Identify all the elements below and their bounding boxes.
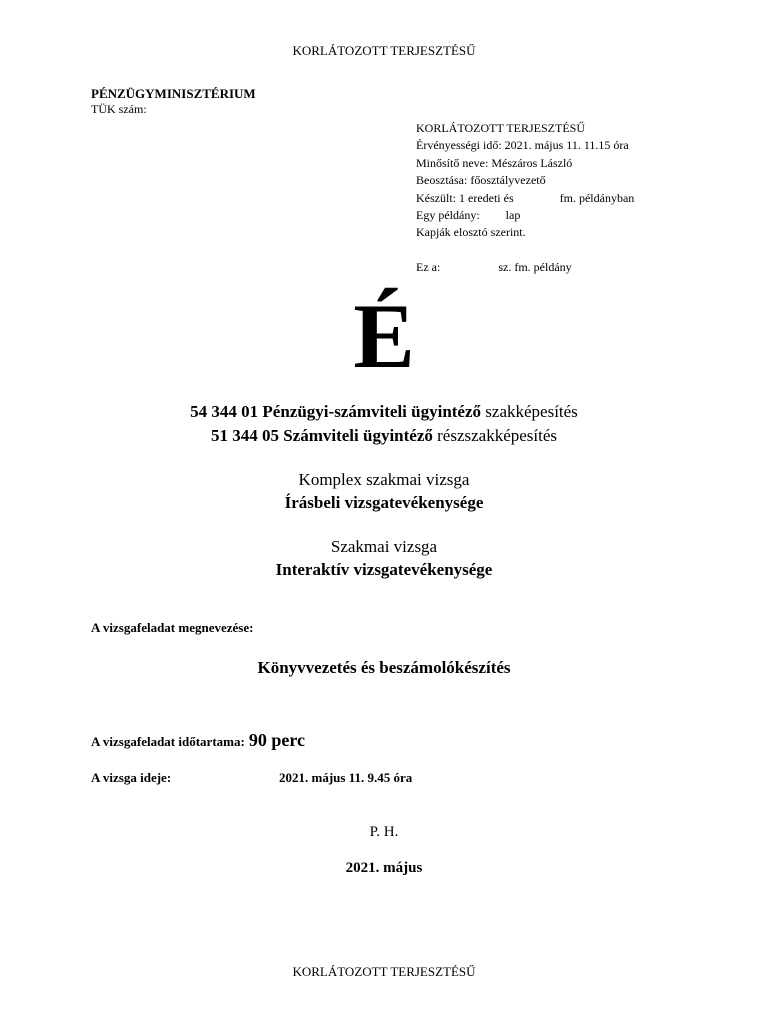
this-copy-line bbox=[416, 259, 634, 276]
copy-line bbox=[416, 207, 634, 224]
qualification-1-suffix: szakképesítés bbox=[481, 402, 578, 421]
exam1-line1: Komplex szakmai vizsga bbox=[298, 470, 470, 489]
tuk-number-label: TÜK szám: bbox=[91, 102, 147, 116]
exam2-line1: Szakmai vizsga bbox=[330, 537, 438, 556]
position-line: Beosztása: főosztályvezető bbox=[416, 173, 546, 188]
copy-line-b: lap bbox=[505, 208, 521, 223]
issue-date: 2021. május bbox=[345, 860, 423, 876]
exam-mark-letter: É bbox=[353, 285, 415, 387]
ministry-name: PÉNZÜGYMINISZTÉRIUM bbox=[91, 86, 256, 101]
exam2-line2: Interaktív vizsgatevékenysége bbox=[275, 560, 493, 579]
qualification-1-name: 54 344 01 Pénzügyi-számviteli ügyintéző bbox=[190, 402, 482, 421]
header-classification: KORLÁTOZOTT TERJESZTÉSŰ bbox=[292, 43, 476, 58]
qualification-line-2 bbox=[0, 426, 768, 446]
footer-classification: KORLÁTOZOTT TERJESZTÉSŰ bbox=[292, 964, 476, 979]
this-copy-a: Ez a: bbox=[416, 259, 441, 274]
qualification-line-1 bbox=[0, 402, 768, 422]
task-name-label: A vizsgafeladat megnevezése: bbox=[91, 620, 254, 635]
exam1-line2: Írásbeli vizsgatevékenysége bbox=[284, 493, 484, 512]
distribution-line: Kapják elosztó szerint. bbox=[416, 225, 526, 240]
classifier-line: Minősítő neve: Mészáros László bbox=[416, 155, 573, 170]
classification-block bbox=[416, 120, 634, 276]
classification-title: KORLÁTOZOTT TERJESZTÉSŰ bbox=[416, 121, 586, 135]
stamp-placeholder: P. H. bbox=[369, 824, 399, 840]
validity-line: Érvényességi idő: 2021. május 11. 11.15 óra bbox=[416, 138, 629, 153]
qualification-2-name: 51 344 05 Számviteli ügyintéző bbox=[210, 426, 433, 445]
exam-date-value: 2021. május 11. 9.45 óra bbox=[279, 770, 413, 785]
copy-line-a: Egy példány: bbox=[416, 208, 480, 223]
exam-date-label: A vizsga ideje: bbox=[91, 770, 172, 785]
this-copy-b: sz. fm. példány bbox=[498, 259, 572, 274]
made-line bbox=[416, 190, 634, 207]
duration-label: A vizsgafeladat időtartama: bbox=[91, 734, 245, 749]
duration-line bbox=[91, 730, 305, 751]
made-line-a: Készült: 1 eredeti és bbox=[416, 190, 514, 205]
made-line-b: fm. példányban bbox=[559, 190, 635, 205]
duration-value: 90 perc bbox=[248, 730, 305, 750]
task-name: Könyvvezetés és beszámolókészítés bbox=[257, 658, 511, 677]
qualification-2-suffix: részszakképesítés bbox=[432, 426, 558, 445]
